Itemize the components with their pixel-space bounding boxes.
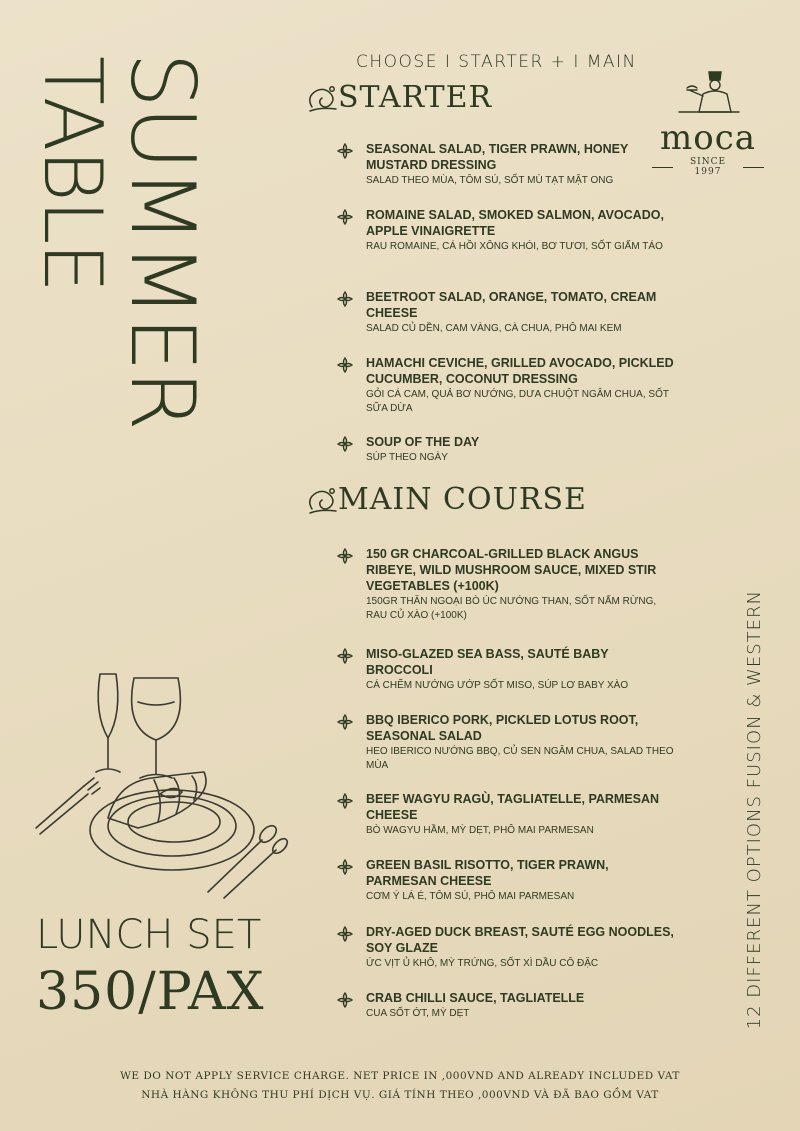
footer-note-english: WE DO NOT APPLY SERVICE CHARGE. NET PRICE IN ,000VND AND ALREADY INCLUDED VAT [120, 1070, 680, 1082]
main-course-item [337, 712, 677, 773]
dish-name-vietnamese: RAU ROMAINE, CÁ HỒI XÔNG KHÓI, BƠ TƯƠI, SỐT GIẤM TÁO [366, 241, 663, 252]
title-table: TABLE [26, 56, 119, 291]
flower-bullet-icon [337, 859, 353, 875]
logo-since-text: SINCE 1997 [689, 157, 727, 177]
title-summer: SUMMER [111, 52, 214, 429]
flower-bullet-icon [337, 714, 353, 730]
dish-name-vietnamese: 150GR THĂN NGOẠI BÒ ÚC NƯỚNG THAN, SỐT NẤM RỪNG, RAU CỦ XÀO (+100K) [366, 596, 657, 621]
main-course-item [337, 646, 677, 693]
dish-name-english: CRAB CHILLI SAUCE, TAGLIATELLE [366, 991, 585, 1005]
dish-name-english: 150 GR CHARCOAL-GRILLED BLACK ANGUS RIBEYE, WILD MUSHROOM SAUCE, MIXED STIR VEGETABLES (+100K) [366, 547, 657, 593]
dish-name-vietnamese: SALAD CỦ DỀN, CAM VÀNG, CÀ CHUA, PHÔ MAI KEM [366, 323, 622, 334]
flower-bullet-icon [337, 648, 353, 664]
main-course-item [337, 546, 677, 623]
dish-name-vietnamese: CƠM Ý LÁ É, TÔM SÚ, PHÔ MAI PARMESAN [366, 891, 575, 902]
main-course-heading [304, 482, 587, 517]
starter-item [337, 355, 677, 416]
logo-wordmark: moca [659, 118, 757, 158]
dish-name-vietnamese: BÒ WAGYU HẦM, MỲ DẸT, PHÔ MAI PARMESAN [366, 825, 594, 836]
table-setting-illustration-icon [34, 668, 294, 900]
main-course-item [337, 990, 677, 1021]
flower-bullet-icon [337, 992, 353, 1008]
flower-bullet-icon [337, 793, 353, 809]
dish-name-english: ROMAINE SALAD, SMOKED SALMON, AVOCADO, APPLE VINAIGRETTE [366, 208, 664, 238]
dish-name-vietnamese: SALAD THEO MÙA, TÔM SÚ, SỐT MÙ TẠT MẬT ONG [366, 175, 614, 186]
options-note: 12 DIFFERENT OPTIONS FUSION & WESTERN [744, 590, 765, 1030]
dish-name-english: BBQ IBERICO PORK, PICKLED LOTUS ROOT, SEASONAL SALAD [366, 713, 639, 743]
ornament-icon [304, 483, 340, 517]
main-course-item [337, 924, 677, 971]
dish-name-english: BEEF WAGYU RAGÙ, TAGLIATELLE, PARMESAN CHEESE [366, 792, 660, 822]
dish-name-vietnamese: CUA SỐT ỚT, MỲ DẸT [366, 1008, 470, 1019]
main-course-item [337, 857, 677, 904]
dish-name-english: HAMACHI CEVICHE, GRILLED AVOCADO, PICKLED CUCUMBER, COCONUT DRESSING [366, 356, 674, 386]
dish-name-vietnamese: CÁ CHẼM NƯỚNG ƯỚP SỐT MISO, SÚP LƠ BABY XÀO [366, 680, 629, 691]
ornament-icon [304, 81, 340, 115]
dish-name-english: SEASONAL SALAD, TIGER PRAWN, HONEY MUSTARD DRESSING [366, 142, 629, 172]
dish-name-english: MISO-GLAZED SEA BASS, SAUTÉ BABY BROCCOLI [366, 647, 609, 677]
flower-bullet-icon [337, 209, 353, 225]
starter-heading-text: STARTER [338, 80, 493, 115]
main-course-item [337, 791, 677, 838]
flower-bullet-icon [337, 357, 353, 373]
flower-bullet-icon [337, 926, 353, 942]
dish-name-english: BEETROOT SALAD, ORANGE, TOMATO, CREAM CHEESE [366, 290, 657, 320]
dish-name-english: SOUP OF THE DAY [366, 435, 480, 449]
flower-bullet-icon [337, 548, 353, 564]
dish-name-english: GREEN BASIL RISOTTO, TIGER PRAWN, PARMESAN CHEESE [366, 858, 609, 888]
starter-item [337, 289, 677, 336]
flower-bullet-icon [337, 291, 353, 307]
dish-name-vietnamese: SÚP THEO NGÀY [366, 452, 448, 463]
starter-heading [304, 80, 492, 115]
lunch-set-label: LUNCH SET [36, 912, 262, 958]
starter-item [337, 434, 677, 465]
footer-note-vietnamese: NHÀ HÀNG KHÔNG THU PHÍ DỊCH VỤ. GIÁ TÍNH THEO ,000VND VÀ ĐÃ BAO GỒM VAT [141, 1089, 659, 1101]
dish-name-vietnamese: GỎI CÁ CAM, QUẢ BƠ NƯỚNG, DƯA CHUỘT NGÂM CHUA, SỐT SỮA DỪA [366, 389, 669, 414]
flower-bullet-icon [337, 143, 353, 159]
choose-instruction: CHOOSE I STARTER + I MAIN [356, 52, 637, 72]
dish-name-vietnamese: ỨC VỊT Ủ KHÔ, MỲ TRỨNG, SỐT XÌ DẦU CÔ ĐẶC [366, 958, 599, 969]
waiter-illustration-icon [673, 68, 743, 116]
dish-name-vietnamese: HEO IBERICO NƯỚNG BBQ, CỦ SEN NGÂM CHUA, SALAD THEO MÙA [366, 746, 674, 771]
main-course-heading-text: MAIN COURSE [338, 482, 587, 517]
dish-name-english: DRY-AGED DUCK BREAST, SAUTÉ EGG NOODLES, SOY GLAZE [366, 925, 674, 955]
price-per-pax: 350/PAX [36, 962, 265, 1022]
starter-item [337, 207, 677, 254]
flower-bullet-icon [337, 436, 353, 452]
starter-item [337, 141, 677, 188]
